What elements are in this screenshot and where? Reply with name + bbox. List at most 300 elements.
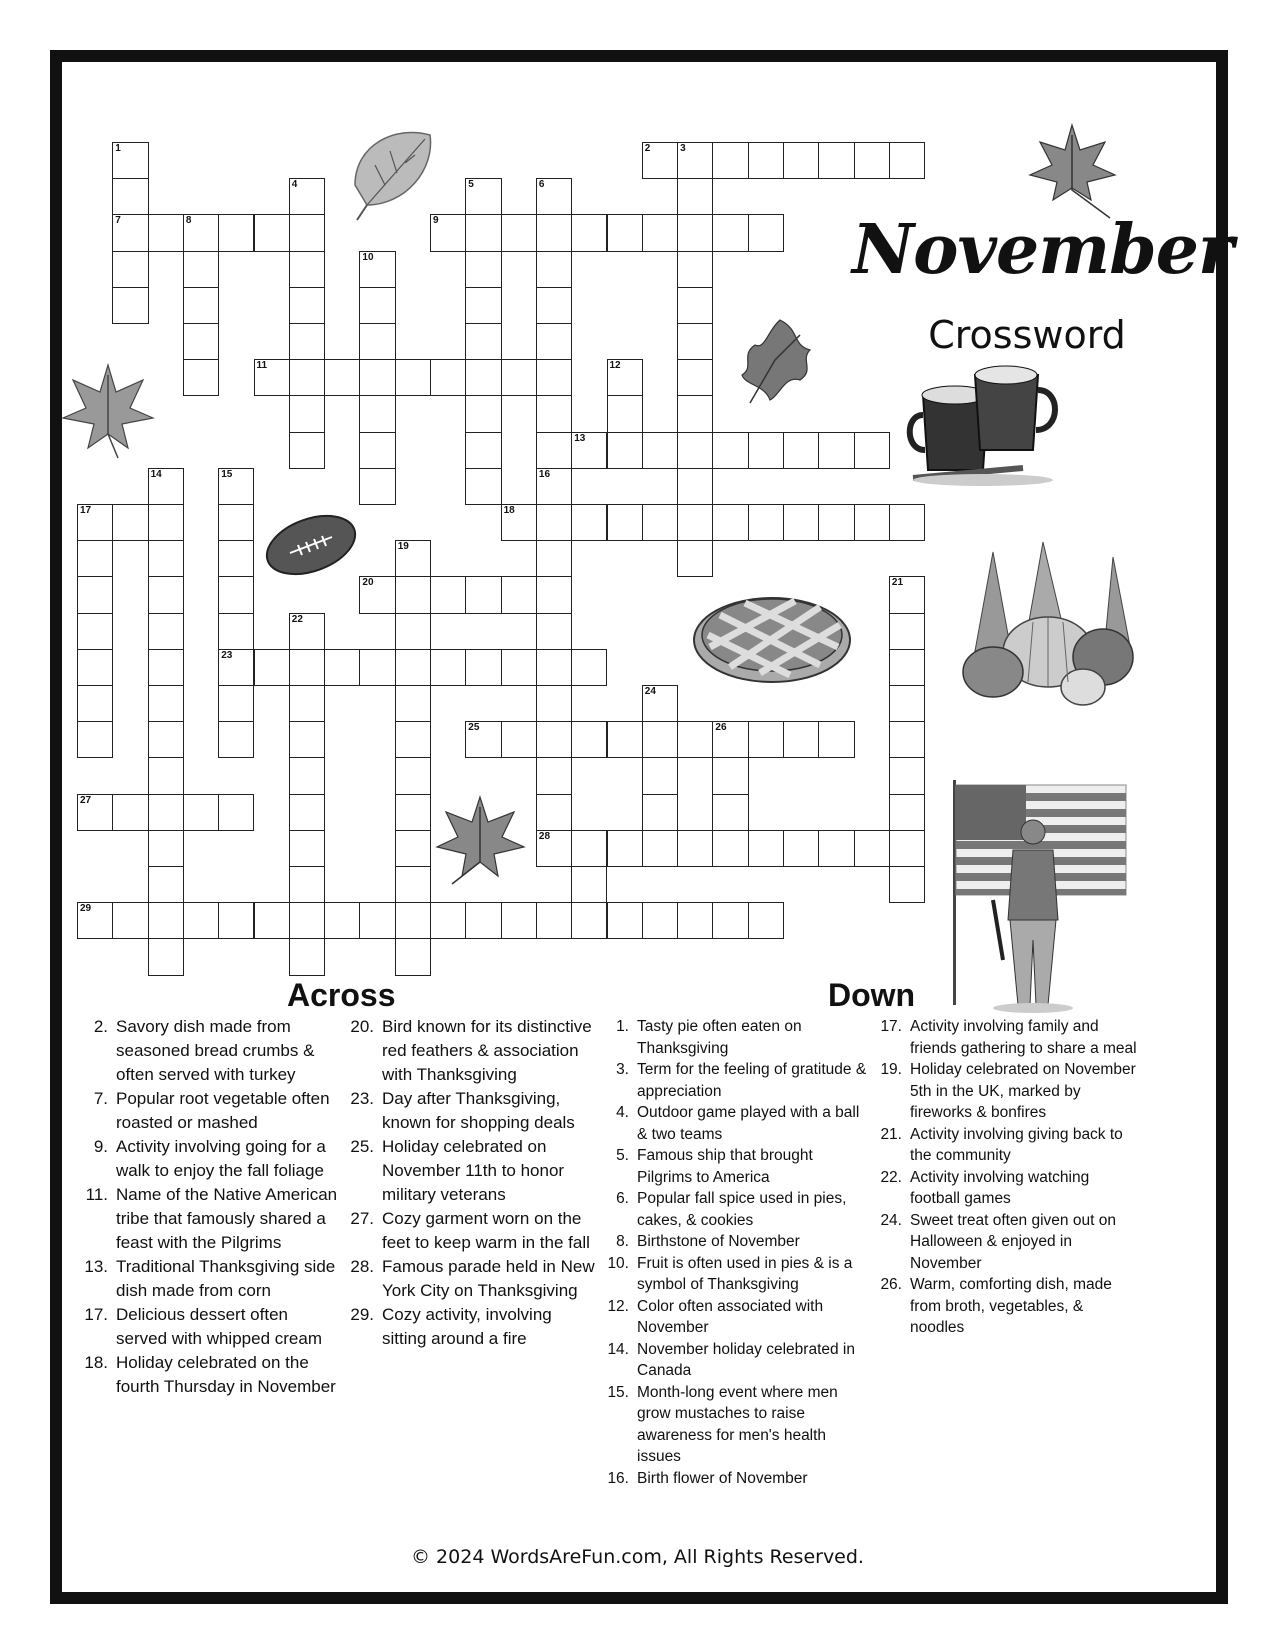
- clue-number: 14: [150, 468, 162, 480]
- grid-cell[interactable]: [642, 432, 678, 469]
- grid-cell[interactable]: [536, 323, 572, 360]
- grid-cell[interactable]: [359, 323, 395, 360]
- grid-cell[interactable]: [748, 721, 784, 758]
- grid-cell[interactable]: [677, 504, 713, 541]
- grid-cell[interactable]: [607, 359, 643, 396]
- grid-cell[interactable]: [607, 504, 643, 541]
- grid-cell[interactable]: [536, 432, 572, 469]
- grid-cell[interactable]: [359, 432, 395, 469]
- grid-cell[interactable]: [112, 794, 148, 831]
- grid-cell[interactable]: [712, 142, 748, 179]
- grid-cell[interactable]: [677, 142, 713, 179]
- clue-number: 15.: [607, 1383, 629, 1401]
- grid-cell[interactable]: [465, 721, 501, 758]
- down-clue: [607, 1253, 869, 1296]
- grid-cell[interactable]: [148, 685, 184, 722]
- grid-cell[interactable]: [854, 504, 890, 541]
- clue-number: 7.: [93, 1089, 108, 1108]
- grid-cell[interactable]: [77, 576, 113, 613]
- grid-cell[interactable]: [818, 830, 854, 867]
- grid-cell[interactable]: [218, 468, 254, 505]
- leaf-icon: [345, 125, 440, 225]
- grid-cell[interactable]: [218, 576, 254, 613]
- grid-cell[interactable]: [536, 794, 572, 831]
- grid-cell[interactable]: [77, 649, 113, 686]
- grid-cell[interactable]: [571, 902, 607, 939]
- clue-number: 12: [609, 360, 621, 372]
- clue-number: 17.: [84, 1305, 108, 1324]
- grid-cell[interactable]: [289, 794, 325, 831]
- grid-cell[interactable]: [324, 902, 360, 939]
- down-clues-col-1: [607, 1016, 869, 1489]
- grid-cell[interactable]: [642, 214, 678, 251]
- grid-cell[interactable]: [748, 432, 784, 469]
- down-clue: [880, 1167, 1140, 1210]
- grid-cell[interactable]: [359, 649, 395, 686]
- grid-cell[interactable]: [430, 649, 466, 686]
- grid-cell[interactable]: [501, 214, 537, 251]
- grid-cell[interactable]: [148, 794, 184, 831]
- grid-cell[interactable]: [818, 721, 854, 758]
- grid-cell[interactable]: [359, 359, 395, 396]
- down-clue: [607, 1188, 869, 1231]
- grid-cell[interactable]: [395, 866, 431, 903]
- grid-cell[interactable]: [289, 287, 325, 324]
- grid-cell[interactable]: [395, 938, 431, 975]
- grid-cell[interactable]: [536, 830, 572, 867]
- grid-cell[interactable]: [289, 323, 325, 360]
- grid-cell[interactable]: [712, 504, 748, 541]
- grid-cell[interactable]: [677, 395, 713, 432]
- clue-text: Day after Thanksgiving, known for shopping deals: [382, 1089, 575, 1132]
- grid-cell[interactable]: [536, 721, 572, 758]
- grid-cell[interactable]: [465, 287, 501, 324]
- grid-cell[interactable]: [536, 468, 572, 505]
- grid-cell[interactable]: [112, 142, 148, 179]
- grid-cell[interactable]: [783, 432, 819, 469]
- grid-cell[interactable]: [677, 287, 713, 324]
- grid-cell[interactable]: [254, 214, 290, 251]
- clue-number: 1.: [616, 1018, 629, 1035]
- grid-cell[interactable]: [289, 178, 325, 215]
- grid-cell[interactable]: [748, 214, 784, 251]
- clue-text: Activity involving family and friends gathering to share a meal: [910, 1018, 1137, 1057]
- grid-cell[interactable]: [112, 504, 148, 541]
- grid-cell[interactable]: [289, 830, 325, 867]
- grid-cell[interactable]: [218, 685, 254, 722]
- clue-number: 14.: [607, 1340, 629, 1358]
- grid-cell[interactable]: [395, 576, 431, 613]
- grid-cell[interactable]: [289, 866, 325, 903]
- grid-cell[interactable]: [783, 830, 819, 867]
- grid-cell[interactable]: [536, 649, 572, 686]
- grid-cell[interactable]: [465, 395, 501, 432]
- clue-number: 18: [503, 505, 515, 516]
- grid-cell[interactable]: [148, 649, 184, 686]
- grid-cell[interactable]: [501, 359, 537, 396]
- grid-cell[interactable]: [183, 902, 219, 939]
- grid-cell[interactable]: [465, 178, 501, 215]
- grid-cell[interactable]: [818, 142, 854, 179]
- grid-cell[interactable]: [218, 794, 254, 831]
- clue-text: Fruit is often used in pies & is a symbol of Thanksgiving: [637, 1254, 853, 1293]
- grid-cell[interactable]: [783, 142, 819, 179]
- grid-cell[interactable]: [395, 359, 431, 396]
- grid-cell[interactable]: [712, 830, 748, 867]
- grid-cell[interactable]: [289, 685, 325, 722]
- grid-cell[interactable]: [289, 757, 325, 794]
- grid-cell[interactable]: [677, 468, 713, 505]
- grid-cell[interactable]: [712, 902, 748, 939]
- grid-cell[interactable]: [677, 902, 713, 939]
- grid-cell[interactable]: [889, 685, 925, 722]
- clue-number: 17: [80, 505, 92, 516]
- grid-cell[interactable]: [889, 613, 925, 650]
- grid-cell[interactable]: [536, 757, 572, 794]
- grid-cell[interactable]: [536, 540, 572, 577]
- down-clue: [880, 1124, 1140, 1167]
- grid-cell[interactable]: [465, 649, 501, 686]
- grid-cell[interactable]: [289, 359, 325, 396]
- down-clue: [880, 1210, 1140, 1275]
- clue-number: 6: [538, 179, 545, 191]
- grid-cell[interactable]: [183, 323, 219, 360]
- football-icon: [262, 505, 360, 585]
- grid-cell[interactable]: [289, 214, 325, 251]
- grid-cell[interactable]: [359, 902, 395, 939]
- clue-number: 20: [362, 577, 374, 589]
- clue-number: 24: [644, 686, 656, 697]
- grid-cell[interactable]: [183, 287, 219, 324]
- grid-cell[interactable]: [218, 504, 254, 541]
- across-clue: [80, 1087, 342, 1135]
- grid-cell[interactable]: [395, 649, 431, 686]
- grid-cell[interactable]: [677, 721, 713, 758]
- grid-cell[interactable]: [536, 613, 572, 650]
- grid-cell[interactable]: [465, 902, 501, 939]
- clue-number: 28: [538, 830, 551, 842]
- grid-cell[interactable]: [465, 251, 501, 288]
- grid-cell[interactable]: [642, 794, 678, 831]
- down-clue: [607, 1016, 869, 1059]
- clue-number: 9: [433, 215, 439, 227]
- grid-cell[interactable]: [677, 540, 713, 577]
- grid-cell[interactable]: [889, 830, 925, 867]
- grid-cell[interactable]: [712, 757, 748, 794]
- grid-cell[interactable]: [148, 830, 184, 867]
- grid-cell[interactable]: [324, 359, 360, 396]
- clue-number: 29: [80, 903, 92, 915]
- grid-cell[interactable]: [889, 504, 925, 541]
- grid-cell[interactable]: [359, 576, 395, 613]
- grid-cell[interactable]: [395, 794, 431, 831]
- grid-cell[interactable]: [642, 685, 678, 722]
- clue-number: 25: [468, 722, 480, 734]
- grid-cell[interactable]: [607, 395, 643, 432]
- grid-cell[interactable]: [536, 504, 572, 541]
- across-clue: [346, 1255, 596, 1303]
- across-clue: [346, 1207, 596, 1255]
- grid-cell[interactable]: [536, 359, 572, 396]
- grid-cell[interactable]: [183, 251, 219, 288]
- grid-cell[interactable]: [395, 830, 431, 867]
- clue-number: 27: [80, 794, 92, 806]
- grid-cell[interactable]: [501, 649, 537, 686]
- grid-cell[interactable]: [677, 432, 713, 469]
- grid-cell[interactable]: [359, 468, 395, 505]
- grid-cell[interactable]: [607, 830, 643, 867]
- clue-text: November holiday celebrated in Canada: [637, 1340, 855, 1379]
- grid-cell[interactable]: [218, 902, 254, 939]
- grid-cell[interactable]: [889, 142, 925, 179]
- grid-cell[interactable]: [677, 178, 713, 215]
- grid-cell[interactable]: [607, 432, 643, 469]
- grid-cell[interactable]: [536, 214, 572, 251]
- clue-text: Sweet treat often given out on Halloween & enjoyed in November: [910, 1211, 1116, 1272]
- grid-cell[interactable]: [642, 504, 678, 541]
- grid-cell[interactable]: [642, 902, 678, 939]
- grid-cell[interactable]: [712, 794, 748, 831]
- grid-cell[interactable]: [607, 721, 643, 758]
- grid-cell[interactable]: [607, 902, 643, 939]
- grid-cell[interactable]: [571, 721, 607, 758]
- clue-number: 26.: [880, 1276, 902, 1293]
- across-clue: [80, 1351, 342, 1399]
- grid-cell[interactable]: [77, 794, 113, 831]
- grid-cell[interactable]: [395, 540, 431, 577]
- grid-cell[interactable]: [854, 830, 890, 867]
- clue-number: 23.: [350, 1089, 374, 1108]
- clue-text: Famous parade held in New York City on Thanksgiving: [382, 1257, 595, 1300]
- leaf-icon: [58, 360, 158, 460]
- grid-cell[interactable]: [148, 938, 184, 975]
- clue-number: 5.: [616, 1147, 629, 1164]
- clue-text: Warm, comforting dish, made from broth, vegetables, & noodles: [910, 1276, 1112, 1336]
- grid-cell[interactable]: [748, 142, 784, 179]
- grid-cell[interactable]: [642, 142, 678, 179]
- grid-cell[interactable]: [465, 576, 501, 613]
- grid-cell[interactable]: [571, 649, 607, 686]
- grid-cell[interactable]: [677, 359, 713, 396]
- clue-number: 12.: [607, 1297, 629, 1315]
- clue-number: 19: [397, 541, 409, 553]
- grid-cell[interactable]: [571, 432, 607, 469]
- grid-cell[interactable]: [712, 214, 748, 251]
- grid-cell[interactable]: [536, 685, 572, 722]
- grid-cell[interactable]: [642, 721, 678, 758]
- grid-cell[interactable]: [571, 504, 607, 541]
- grid-cell[interactable]: [501, 902, 537, 939]
- grid-cell[interactable]: [642, 757, 678, 794]
- grid-cell[interactable]: [148, 540, 184, 577]
- grid-cell[interactable]: [571, 214, 607, 251]
- grid-cell[interactable]: [148, 902, 184, 939]
- grid-cell[interactable]: [324, 649, 360, 686]
- clue-number: 6.: [616, 1190, 629, 1207]
- grid-cell[interactable]: [677, 323, 713, 360]
- grid-cell[interactable]: [889, 794, 925, 831]
- page-title: November: [852, 210, 1233, 290]
- copyright-footer: © 2024 WordsAreFun.com, All Rights Reserved.: [411, 1546, 864, 1568]
- grid-cell[interactable]: [254, 359, 290, 396]
- grid-cell[interactable]: [148, 504, 184, 541]
- grid-cell[interactable]: [430, 576, 466, 613]
- grid-cell[interactable]: [571, 830, 607, 867]
- clue-number: 7: [115, 215, 121, 227]
- grid-cell[interactable]: [889, 649, 925, 686]
- grid-cell[interactable]: [712, 721, 748, 758]
- grid-cell[interactable]: [183, 794, 219, 831]
- across-clue: [80, 1183, 342, 1255]
- grid-cell[interactable]: [289, 395, 325, 432]
- clue-text: Tasty pie often eaten on Thanksgiving: [637, 1018, 802, 1057]
- grid-cell[interactable]: [112, 214, 148, 251]
- grid-cell[interactable]: [289, 613, 325, 650]
- grid-cell[interactable]: [536, 576, 572, 613]
- clue-number: 3.: [616, 1061, 629, 1078]
- grid-cell[interactable]: [395, 685, 431, 722]
- grid-cell[interactable]: [77, 721, 113, 758]
- grid-cell[interactable]: [818, 432, 854, 469]
- pie-icon: [690, 585, 855, 690]
- grid-cell[interactable]: [289, 432, 325, 469]
- grid-cell[interactable]: [218, 721, 254, 758]
- grid-cell[interactable]: [359, 251, 395, 288]
- grid-cell[interactable]: [218, 649, 254, 686]
- grid-cell[interactable]: [465, 432, 501, 469]
- grid-cell[interactable]: [889, 757, 925, 794]
- clue-text: Holiday celebrated on November 5th in the UK, marked by fireworks & bonfires: [910, 1061, 1136, 1121]
- grid-cell[interactable]: [783, 721, 819, 758]
- clue-text: Activity involving watching football games: [910, 1168, 1090, 1207]
- grid-cell[interactable]: [77, 613, 113, 650]
- grid-cell[interactable]: [112, 902, 148, 939]
- grid-cell[interactable]: [783, 504, 819, 541]
- grid-cell[interactable]: [430, 359, 466, 396]
- grid-cell[interactable]: [395, 757, 431, 794]
- clue-number: 10: [362, 251, 374, 263]
- grid-cell[interactable]: [501, 576, 537, 613]
- grid-cell[interactable]: [289, 649, 325, 686]
- grid-cell[interactable]: [465, 359, 501, 396]
- grid-cell[interactable]: [677, 251, 713, 288]
- leaf-icon: [432, 792, 527, 887]
- grid-cell[interactable]: [112, 251, 148, 288]
- grid-cell[interactable]: [748, 830, 784, 867]
- grid-cell[interactable]: [818, 504, 854, 541]
- grid-cell[interactable]: [148, 866, 184, 903]
- grid-cell[interactable]: [148, 468, 184, 505]
- clue-number: 8: [185, 215, 192, 227]
- clue-number: 20.: [350, 1017, 374, 1036]
- clue-number: 13.: [84, 1257, 108, 1276]
- grid-cell[interactable]: [536, 287, 572, 324]
- clue-number: 3: [680, 143, 686, 154]
- grid-cell[interactable]: [748, 902, 784, 939]
- grid-cell[interactable]: [148, 613, 184, 650]
- grid-cell[interactable]: [712, 432, 748, 469]
- grid-cell[interactable]: [359, 395, 395, 432]
- grid-cell[interactable]: [889, 866, 925, 903]
- grid-cell[interactable]: [642, 830, 678, 867]
- grid-cell[interactable]: [854, 432, 890, 469]
- grid-cell[interactable]: [77, 902, 113, 939]
- grid-cell[interactable]: [218, 613, 254, 650]
- grid-cell[interactable]: [395, 902, 431, 939]
- clue-number: 19.: [880, 1061, 902, 1078]
- across-clue: [346, 1303, 596, 1351]
- grid-cell[interactable]: [183, 359, 219, 396]
- across-clue: [346, 1087, 596, 1135]
- clue-text: Famous ship that brought Pilgrims to America: [637, 1147, 813, 1186]
- grid-cell[interactable]: [889, 576, 925, 613]
- grid-cell[interactable]: [359, 287, 395, 324]
- clue-text: Activity involving going for a walk to enjoy the fall foliage: [116, 1137, 326, 1180]
- grid-cell[interactable]: [501, 504, 537, 541]
- grid-cell[interactable]: [289, 902, 325, 939]
- clue-number: 22: [291, 613, 303, 625]
- grid-cell[interactable]: [77, 540, 113, 577]
- clue-text: Holiday celebrated on November 11th to honor military veterans: [382, 1137, 565, 1204]
- grid-cell[interactable]: [536, 395, 572, 432]
- grid-cell[interactable]: [501, 721, 537, 758]
- clue-text: Activity involving giving back to the community: [910, 1125, 1123, 1164]
- grid-cell[interactable]: [77, 504, 113, 541]
- grid-cell[interactable]: [395, 721, 431, 758]
- grid-cell[interactable]: [218, 214, 254, 251]
- grid-cell[interactable]: [148, 214, 184, 251]
- clue-number: 4: [291, 179, 298, 191]
- grid-cell[interactable]: [289, 251, 325, 288]
- down-heading: Down: [828, 977, 916, 1013]
- grid-cell[interactable]: [289, 938, 325, 975]
- grid-cell[interactable]: [77, 685, 113, 722]
- clue-number: 23: [221, 649, 233, 661]
- clue-number: 13: [574, 432, 586, 444]
- grid-cell[interactable]: [465, 468, 501, 505]
- grid-cell[interactable]: [254, 649, 290, 686]
- grid-cell[interactable]: [465, 323, 501, 360]
- grid-cell[interactable]: [112, 287, 148, 324]
- grid-cell[interactable]: [148, 757, 184, 794]
- grid-cell[interactable]: [854, 142, 890, 179]
- grid-cell[interactable]: [607, 214, 643, 251]
- grid-cell[interactable]: [536, 902, 572, 939]
- clue-number: 24.: [880, 1211, 902, 1229]
- grid-cell[interactable]: [536, 178, 572, 215]
- clue-text: Color often associated with November: [637, 1297, 824, 1336]
- grid-cell[interactable]: [289, 721, 325, 758]
- grid-cell[interactable]: [430, 902, 466, 939]
- grid-cell[interactable]: [677, 214, 713, 251]
- grid-cell[interactable]: [395, 613, 431, 650]
- clue-number: 22.: [880, 1168, 902, 1186]
- grid-cell[interactable]: [889, 721, 925, 758]
- grid-cell[interactable]: [148, 576, 184, 613]
- grid-cell[interactable]: [677, 830, 713, 867]
- grid-cell[interactable]: [748, 504, 784, 541]
- grid-cell[interactable]: [112, 178, 148, 215]
- grid-cell[interactable]: [218, 540, 254, 577]
- grid-cell[interactable]: [148, 721, 184, 758]
- grid-cell[interactable]: [254, 902, 290, 939]
- grid-cell[interactable]: [536, 251, 572, 288]
- grid-cell[interactable]: [183, 214, 219, 251]
- grid-cell[interactable]: [465, 214, 501, 251]
- clue-number: 16.: [607, 1469, 629, 1487]
- grid-cell[interactable]: [571, 866, 607, 903]
- clue-number: 8.: [616, 1233, 629, 1250]
